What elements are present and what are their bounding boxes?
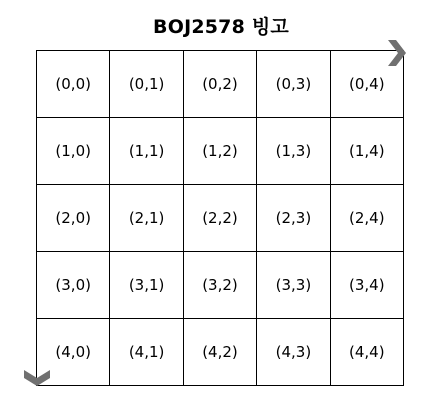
grid-cell-0-2: (0,2) <box>184 51 257 118</box>
grid-cell-0-0: (0,0) <box>37 51 110 118</box>
chevron-right-icon <box>386 40 406 66</box>
grid-cell-0-3: (0,3) <box>257 51 330 118</box>
grid-cell-1-0: (1,0) <box>37 118 110 185</box>
grid-cell-2-0: (2,0) <box>37 185 110 252</box>
grid-cell-3-0: (3,0) <box>37 252 110 319</box>
grid-cell-3-3: (3,3) <box>257 252 330 319</box>
grid-cell-4-2: (4,2) <box>184 319 257 386</box>
diagram-title: BOJ2578 빙고 <box>153 16 289 38</box>
grid-cell-4-1: (4,1) <box>110 319 183 386</box>
grid-cell-3-2: (3,2) <box>184 252 257 319</box>
grid-cell-0-1: (0,1) <box>110 51 183 118</box>
grid-cell-1-2: (1,2) <box>184 118 257 185</box>
grid-cell-3-1: (3,1) <box>110 252 183 319</box>
grid-cell-0-4: (0,4) <box>331 51 404 118</box>
grid-cell-2-2: (2,2) <box>184 185 257 252</box>
grid-cell-1-1: (1,1) <box>110 118 183 185</box>
grid-cell-2-4: (2,4) <box>331 185 404 252</box>
grid-cell-1-3: (1,3) <box>257 118 330 185</box>
bingo-grid <box>36 50 404 386</box>
grid-cell-4-4: (4,4) <box>331 319 404 386</box>
chevron-down-icon <box>24 368 50 386</box>
grid-cell-3-4: (3,4) <box>331 252 404 319</box>
grid-cell-2-1: (2,1) <box>110 185 183 252</box>
grid-cell-4-3: (4,3) <box>257 319 330 386</box>
grid-cell-2-3: (2,3) <box>257 185 330 252</box>
grid-cell-1-4: (1,4) <box>331 118 404 185</box>
grid-cell-4-0: (4,0) <box>37 319 110 386</box>
